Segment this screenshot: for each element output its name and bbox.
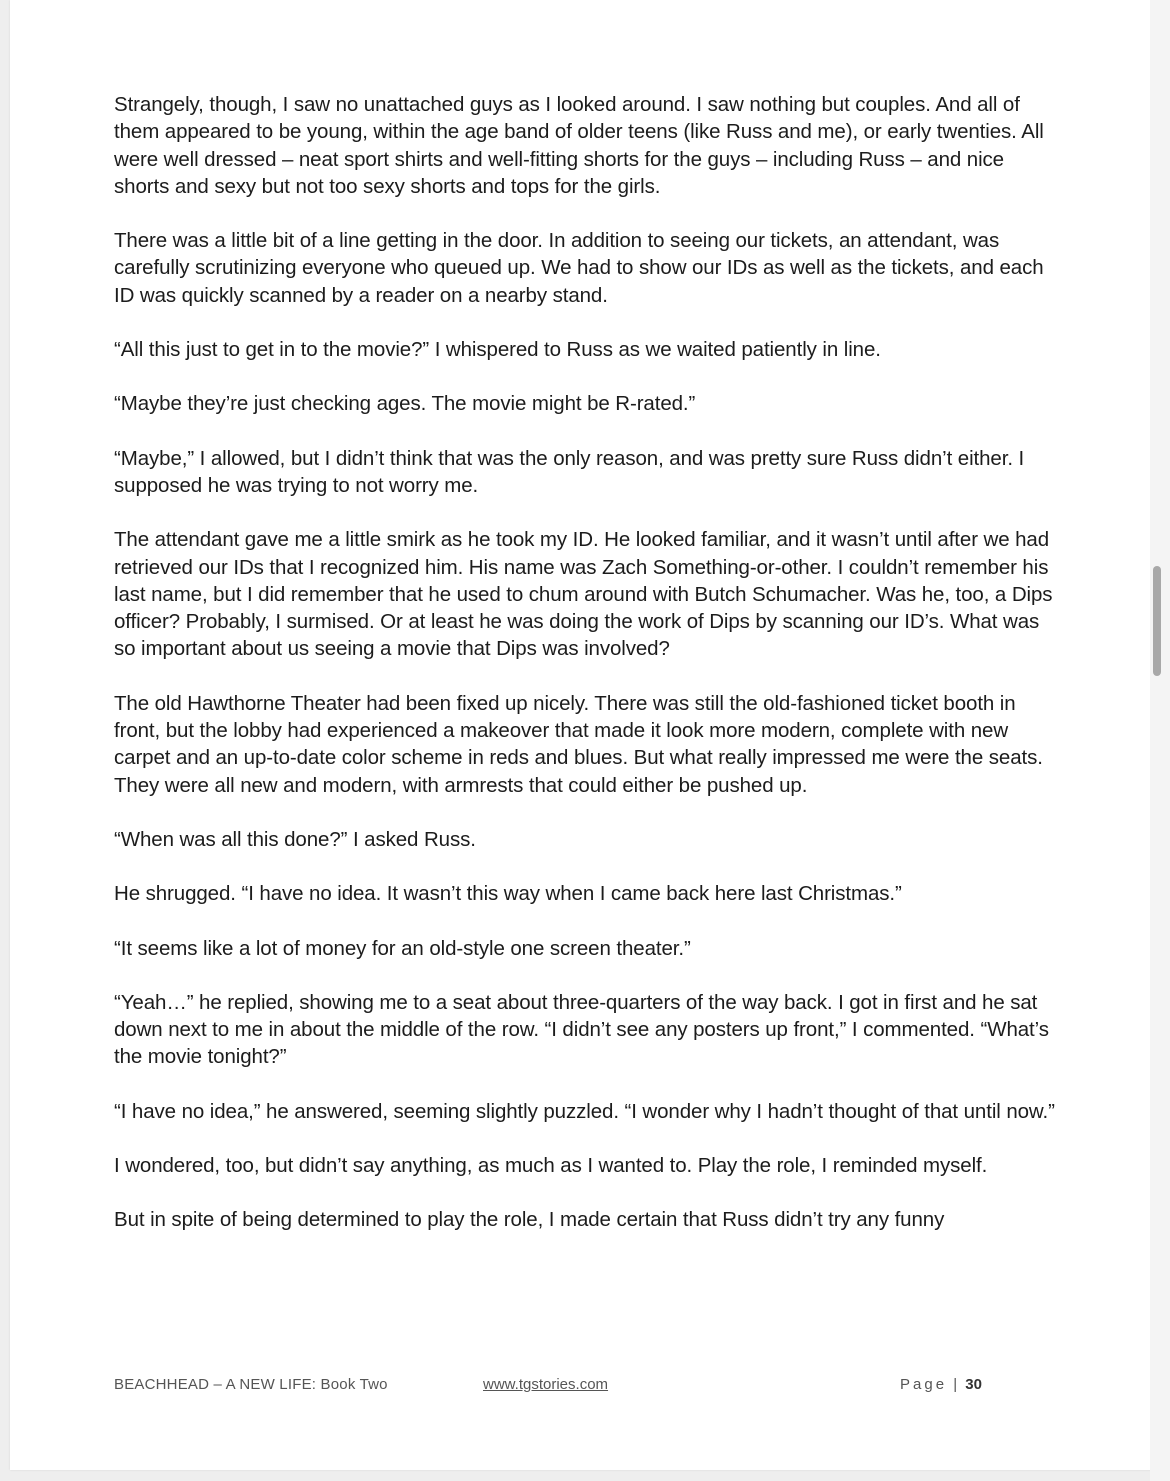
paragraph: “Maybe,” I allowed, but I didn’t think that was the only reason, and was pretty sure Russ didn’t either. I supposed he was trying to not worry me. — [114, 446, 1025, 497]
footer-page-number-block — [900, 1376, 982, 1393]
page-body — [114, 91, 1064, 1261]
paragraph: He shrugged. “I have no idea. It wasn’t this way when I came back here last Christmas.” — [114, 882, 902, 906]
paragraph: “Maybe they’re just checking ages. The movie might be R-rated.” — [114, 392, 696, 416]
page-number: 30 — [965, 1376, 982, 1393]
paragraph: “When was all this done?” I asked Russ. — [114, 827, 476, 851]
page-separator: | — [953, 1376, 958, 1393]
paragraph: “I have no idea,” he answered, seeming slightly puzzled. “I wonder why I hadn’t thought of that until now.” — [114, 1099, 1055, 1123]
paragraph: The old Hawthorne Theater had been fixed up nicely. There was still the old-fashioned ticket booth in front, but the lobby had experienced a makeover that made it look more modern, complete with new carpet and an up-to-date color scheme in reds and blues. But what really impressed me were the seats. They were all new and modern, with armrests that could either be pushed up. — [114, 691, 1043, 797]
paragraph: The attendant gave me a little smirk as he took my ID. He looked familiar, and it wasn’t until after we had retrieved our IDs that I recognized him. His name was Zach Something-or-other. I couldn’t remember his last name, but I did remember that he used to chum around with Butch Schumacher. Was he, too, a Dips officer? Probably, I surmised. Or at least he was doing the work of Dips by scanning our ID’s. What was so important about us seeing a movie that Dips was involved? — [114, 528, 1053, 661]
document-page — [10, 0, 1151, 1470]
paragraph: “Yeah…” he replied, showing me to a seat about three-quarters of the way back. I got in first and he sat down next to me in about the middle of the row. “I didn’t see any posters up front,” I commented. “What’s the movie tonight?” — [114, 990, 1049, 1069]
paragraph: Strangely, though, I saw no unattached guys as I looked around. I saw nothing but couples. And all of them appeared to be young, within the age band of older teens (like Russ and me), or early twenties. All were well dressed – neat sport shirts and well-fitting shorts for the guys – including Russ – and nice shorts and sexy but not too sexy shorts and tops for the girls. — [114, 93, 1044, 198]
paragraph: I wondered, too, but didn’t say anything, as much as I wanted to. Play the role, I reminded myself. — [114, 1154, 988, 1178]
footer-website-link[interactable]: www.tgstories.com — [483, 1376, 609, 1393]
page-label: Page — [900, 1376, 948, 1393]
paragraph: “All this just to get in to the movie?” I whispered to Russ as we waited patiently in line. — [114, 338, 881, 362]
paragraph: There was a little bit of a line getting in the door. In addition to seeing our tickets, an attendant, was carefully scrutinizing everyone who queued up. We had to show our IDs as well as the tickets, and each ID was quickly scanned by a reader on a nearby stand. — [114, 229, 1044, 307]
footer-book-title: BEACHHEAD – A NEW LIFE: Book Two — [114, 1376, 388, 1393]
paragraph: But in spite of being determined to play the role, I made certain that Russ didn’t try any funny — [114, 1208, 945, 1232]
scrollbar-track[interactable] — [1150, 0, 1170, 1481]
paragraph: “It seems like a lot of money for an old-style one screen theater.” — [114, 936, 691, 960]
scrollbar-thumb[interactable] — [1153, 566, 1161, 676]
page-footer — [10, 1376, 1150, 1396]
